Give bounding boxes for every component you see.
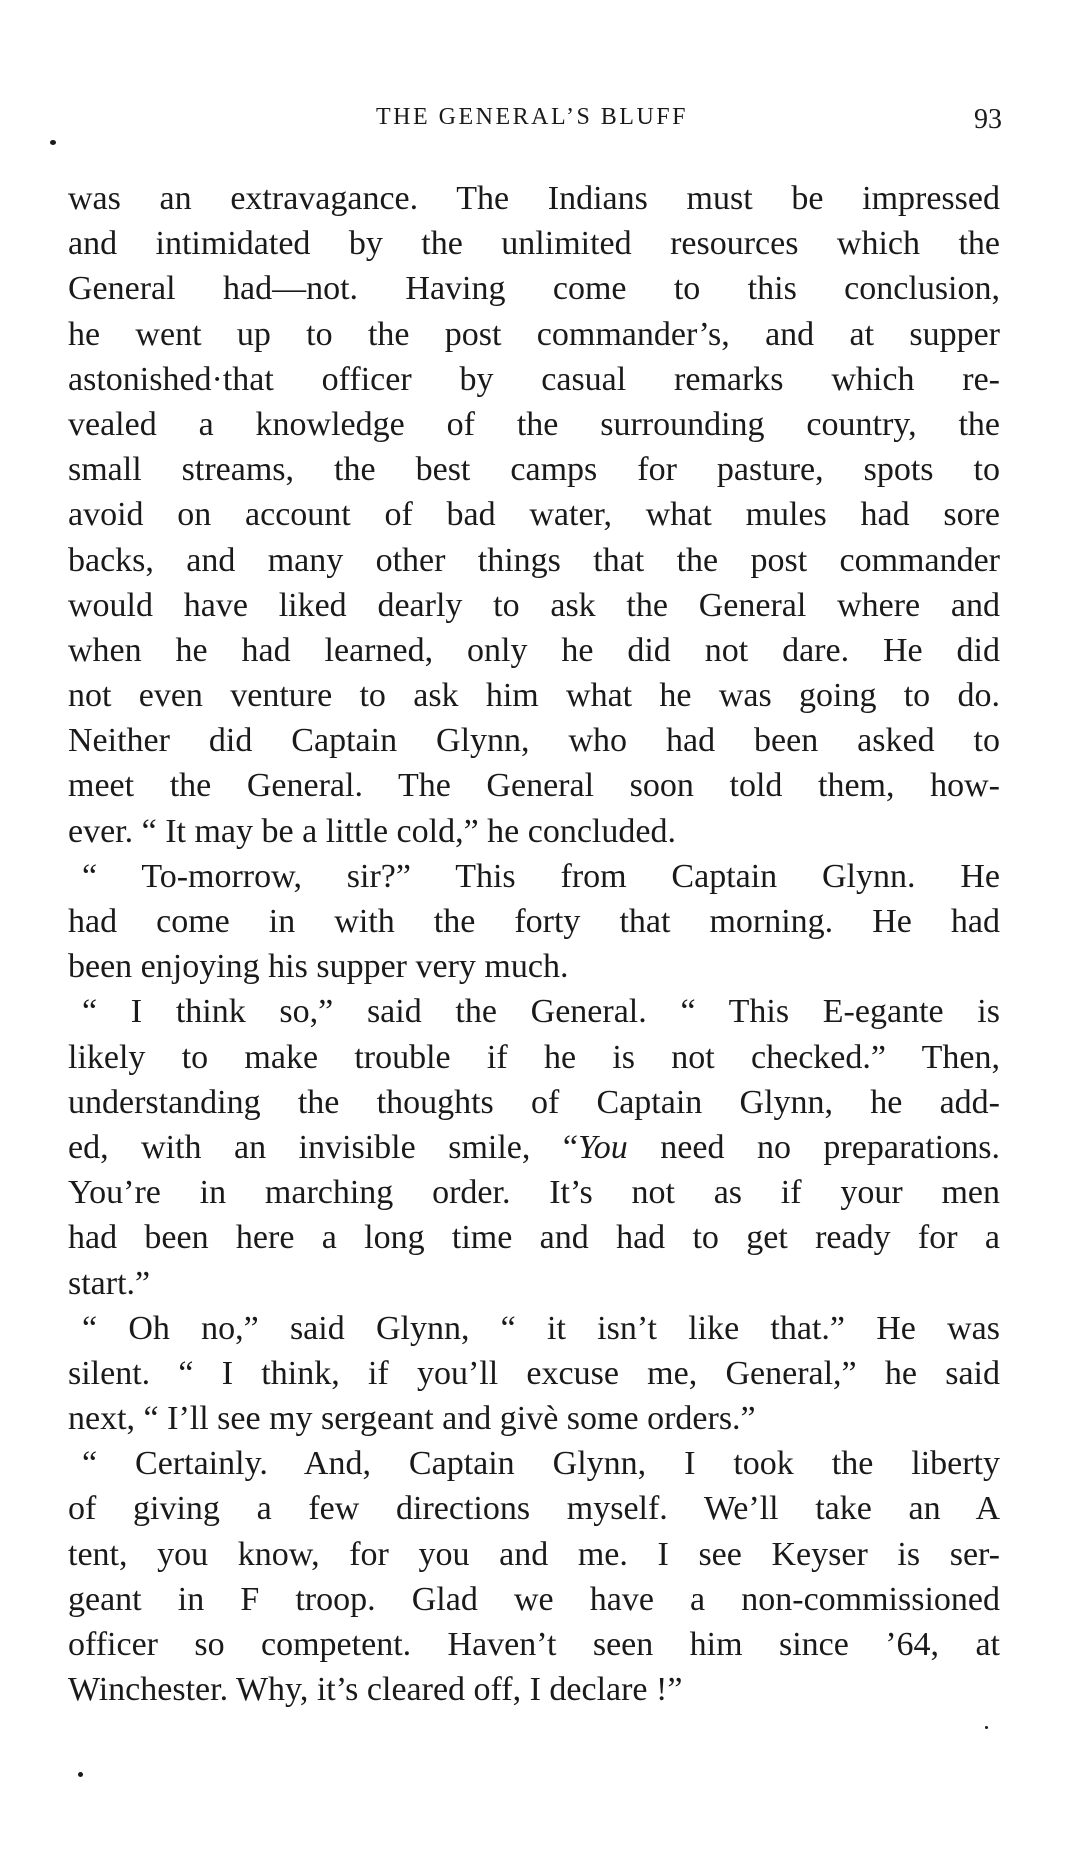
page-number: 93 — [974, 104, 1002, 135]
text-segment: ed, with an invisible smile, “ — [68, 1128, 578, 1166]
text-line: “ Oh no,” said Glynn, “ it isn’t like that.” He was — [82, 1309, 1000, 1347]
ink-speck — [78, 1772, 83, 1777]
text-line: silent. “ I think, if you’ll excuse me, General,” he said — [68, 1354, 1000, 1392]
text-line: start.” — [68, 1264, 151, 1302]
text-line: of giving a few directions myself. We’ll take an A — [68, 1490, 1000, 1528]
running-title: THE GENERAL’S BLUFF — [376, 104, 688, 130]
body-text — [68, 176, 1000, 1712]
text-line: he went up to the post commander’s, and at supper — [68, 315, 1000, 353]
text-line: vealed a knowledge of the surrounding country, the — [68, 405, 1000, 443]
text-line: understanding the thoughts of Captain Glynn, he add- — [68, 1083, 1000, 1121]
text-line: had been here a long time and had to get ready for a — [68, 1219, 1000, 1257]
text-line: when he had learned, only he did not dare. He did — [68, 631, 1000, 669]
text-line: was an extravagance. The Indians must be impressed — [68, 180, 1000, 217]
text-line: officer so competent. Haven’t seen him since ’64, at — [68, 1626, 1000, 1663]
text-line: next, “ I’ll see my sergeant and givè some orders.” — [68, 1400, 756, 1438]
text-line: been enjoying his supper very much. — [68, 948, 569, 986]
italic-word: You — [577, 1128, 628, 1166]
text-line: astonished·that officer by casual remarks which re- — [68, 360, 1000, 398]
text-line: “ I think so,” said the General. “ This E-egante is — [82, 993, 1000, 1031]
text-line: small streams, the best camps for pasture, spots to — [68, 451, 1000, 489]
text-line: You’re in marching order. It’s not as if your men — [68, 1174, 1000, 1212]
text-line: “ To-morrow, sir?” This from Captain Glynn. He — [82, 857, 1000, 895]
text-line: tent, you know, for you and me. I see Keyser is ser- — [68, 1535, 1000, 1573]
text-line: geant in F troop. Glad we have a non-commissioned — [68, 1580, 1000, 1618]
text-line: Neither did Captain Glynn, who had been asked to — [68, 722, 1000, 760]
running-head — [62, 100, 1002, 140]
text-line: meet the General. The General soon told them, how- — [68, 767, 1000, 805]
text-line: and intimidated by the unlimited resources which the — [68, 225, 1000, 263]
text-line-with-italic — [68, 1125, 1000, 1170]
text-line: ever. “ It may be a little cold,” he concluded. — [68, 812, 676, 850]
text-line: likely to make trouble if he is not checked.” Then, — [68, 1038, 1000, 1076]
text-line: backs, and many other things that the post commander — [68, 541, 1000, 579]
text-segment: need no preparations. — [627, 1128, 1000, 1166]
text-line: General had—not. Having come to this conclusion, — [68, 270, 1000, 308]
text-line: would have liked dearly to ask the General where and — [68, 586, 1000, 624]
text-line: “ Certainly. And, Captain Glynn, I took the liberty — [82, 1445, 1000, 1483]
ink-speck — [985, 1726, 988, 1729]
text-line: not even venture to ask him what he was going to do. — [68, 677, 1000, 715]
text-line: avoid on account of bad water, what mules had sore — [68, 496, 1000, 534]
ink-speck — [50, 140, 56, 145]
text-line: Winchester. Why, it’s cleared off, I declare !” — [68, 1671, 683, 1709]
text-line: had come in with the forty that morning. He had — [68, 903, 1000, 940]
